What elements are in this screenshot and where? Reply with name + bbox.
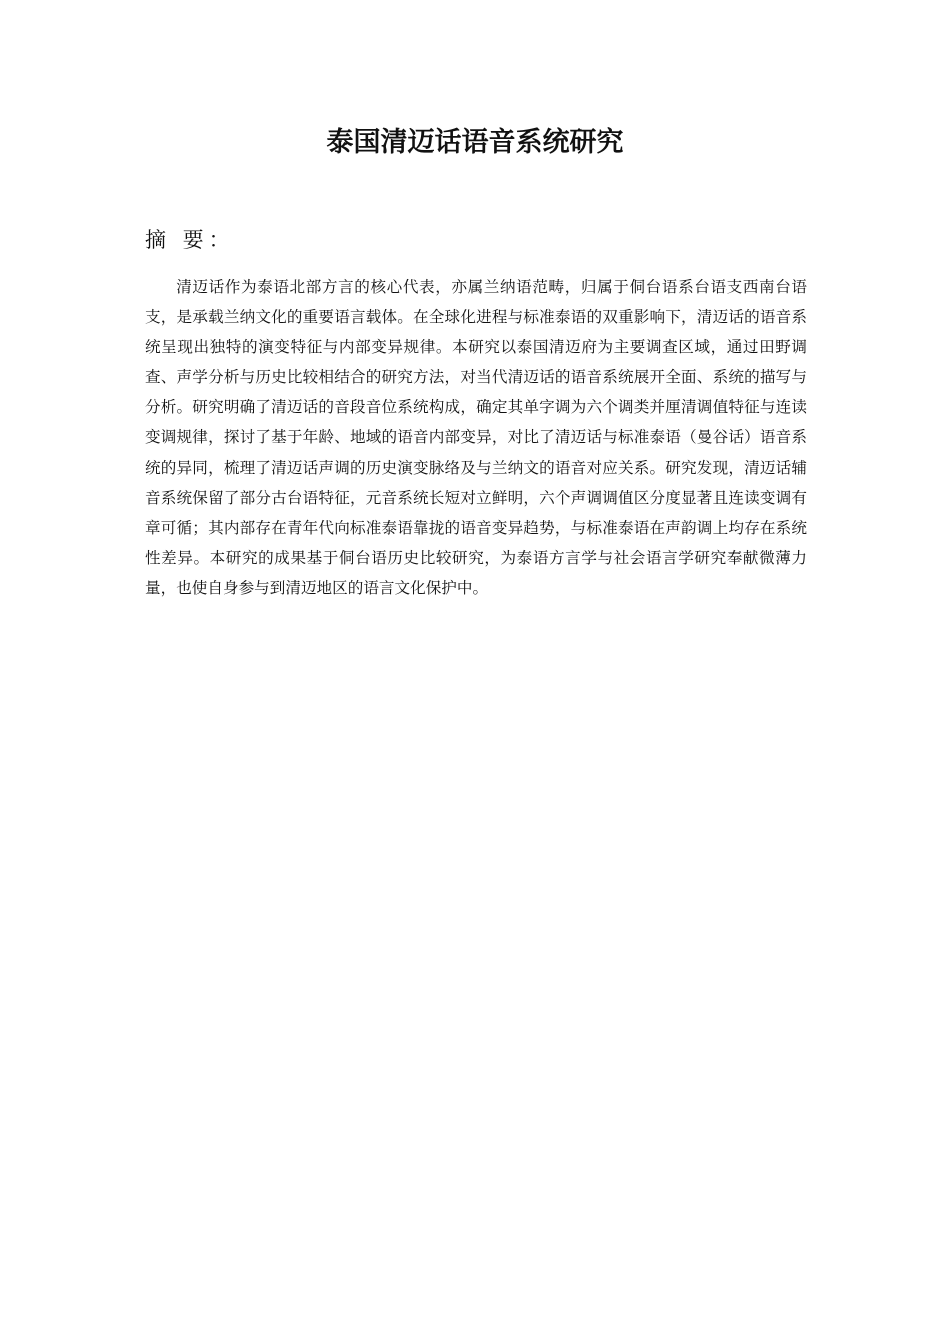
document-title: 泰国清迈话语音系统研究 [326,127,624,158]
abstract-paragraph: 清迈话作为泰语北部方言的核心代表，亦属兰纳语范畴，归属于侗台语系台语支西南台语支，是承载兰纳文化的重要语言载体。在全球化进程与标准泰语的双重影响下，清迈话的语音系统呈现出独特的演变特征与内部变异规律。本研究以泰国清迈府为主要调查区域，通过田野调查、声学分析与历史比较相结合的研究方法，对当代清迈话的语音系统展开全面、系统的描写与分析。研究明确了清迈话的音段音位系统构成，确定其单字调为六个调类并厘清调值特征与连读变调规律，探讨了基于年龄、地域的语音内部变异，对比了清迈话与标准泰语（曼谷话）语音系统的异同，梳理了清迈话声调的历史演变脉络及与兰纳文的语音对应关系。研究发现，清迈话辅音系统保留了部分古台语特征，元音系统长短对立鲜明，六个声调调值区分度显著且连读变调有章可循；其内部存在青年代向标准泰语靠拢的语音变异趋势，与标准泰语在声韵调上均存在系统性差异。本研究的成果基于侗台语历史比较研究，为泰语方言学与社会语言学研究奉献微薄力量，也使自身参与到清迈地区的语言文化保护中。 [145,278,807,597]
abstract-heading: 摘 要： [145,228,235,252]
